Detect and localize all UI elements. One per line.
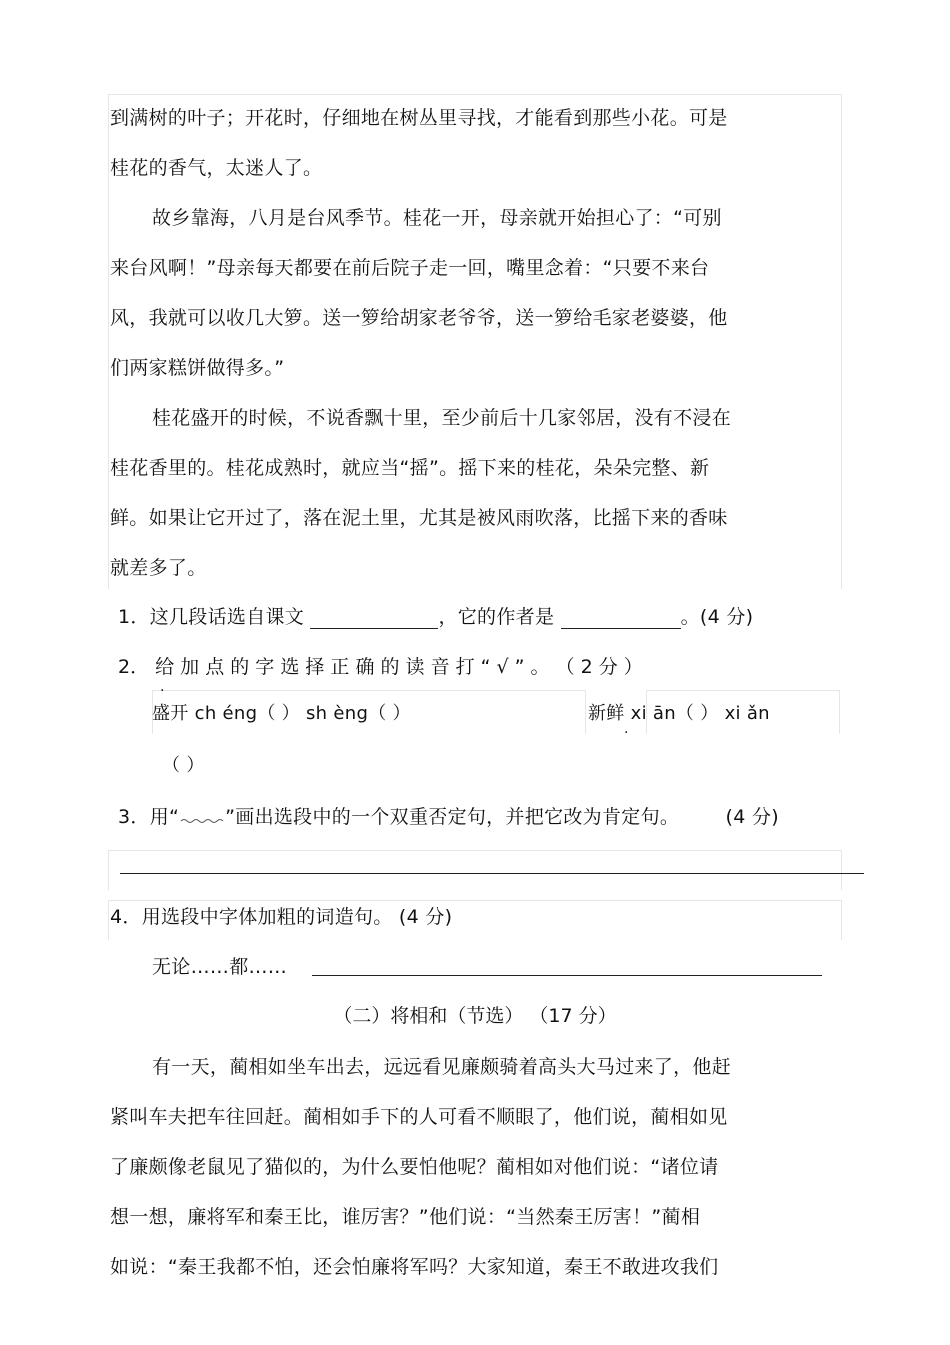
question-text: ，它的作者是	[438, 606, 555, 628]
answer-frame	[108, 850, 842, 890]
paragraph-line: 风，我就可以收几大箩。送一箩给胡家老爷爷，送一箩给毛家老婆婆，他	[110, 307, 728, 329]
paragraph-line: 到满树的叶子；开花时，仔细地在树丛里寻找，才能看到那些小花。可是	[110, 107, 728, 129]
question-text: 3．用“	[118, 806, 180, 828]
paragraph-line: 们两家糕饼做得多。”	[110, 357, 285, 379]
question-score: 。(4 分)	[680, 606, 754, 628]
paragraph-line: 来台风啊！”母亲每天都要在前后院子走一回，嘴里念着：“只要不来台	[110, 257, 710, 279]
pinyin-option-last: （ ）	[162, 755, 205, 776]
question-text: 这几段话选自课文	[149, 606, 305, 628]
paragraph-line: 桂花盛开的时候，不说香飘十里，至少前后十几家邻居，没有不浸在	[152, 407, 732, 429]
section-title: （二）将相和（节选） （17 分）	[333, 1005, 617, 1027]
paragraph-line: 桂花的香气，太迷人了。	[110, 157, 323, 179]
answer-blank-title[interactable]	[310, 610, 438, 629]
paragraph-line: 鲜。如果让它开过了，落在泥土里，尤其是被风雨吹落，比摇下来的香味	[110, 507, 728, 529]
pinyin-options-sheng: 盛开 ch éng（ ） sh èng（ ）	[152, 703, 411, 724]
question-2-heading: 2． 给 加 点 的 字 选 择 正 确 的 读 音 打 “ √ ” 。 （ 2 分 ）	[118, 656, 643, 678]
question-number: 1．	[118, 606, 150, 628]
pinyin-options-xian: 新鲜 xi ān（ ） xi ǎn	[588, 703, 770, 724]
question-text: ”画出选段中的一个双重否定句，并把它改为肯定句。	[225, 806, 680, 828]
answer-blank-author[interactable]	[561, 610, 681, 629]
paragraph-line: 就差多了。	[110, 557, 207, 579]
question-1	[118, 605, 753, 629]
emphasis-dot: ·	[160, 683, 165, 699]
paragraph-line: 想一想，廉将军和秦王比，谁厉害？”他们说：“当然秦王厉害！”蔺相	[110, 1206, 701, 1228]
question-3	[118, 805, 779, 829]
paragraph-line: 如说：“秦王我都不怕，还会怕廉将军吗？大家知道，秦王不敢进攻我们	[110, 1256, 719, 1278]
question-4-prompt	[152, 955, 287, 979]
question-4-heading: 4．用选段中字体加粗的词造句。 (4 分)	[110, 906, 453, 928]
sentence-answer-line[interactable]	[312, 975, 822, 976]
answer-line[interactable]	[120, 873, 864, 874]
paragraph-line: 故乡靠海，八月是台风季节。桂花一开，母亲就开始担心了：“可别	[152, 207, 722, 229]
sentence-prompt: 无论……都……	[152, 956, 288, 978]
paragraph-line: 紧叫车夫把车往回赶。蔺相如手下的人可看不顺眼了，他们说，蔺相如见	[110, 1106, 728, 1128]
paragraph-line: 了廉颇像老鼠见了猫似的，为什么要怕他呢？蔺相如对他们说：“诸位请	[110, 1156, 719, 1178]
wavy-underline-icon	[179, 812, 225, 824]
question-score: (4 分)	[725, 806, 779, 828]
paragraph-line: 有一天，蔺相如坐车出去，远远看见廉颇骑着高头大马过来了，他赶	[152, 1056, 732, 1078]
paragraph-line: 桂花香里的。桂花成熟时，就应当“摇”。摇下来的桂花，朵朵完整、新	[110, 457, 710, 479]
emphasis-dot: ·	[624, 725, 629, 741]
